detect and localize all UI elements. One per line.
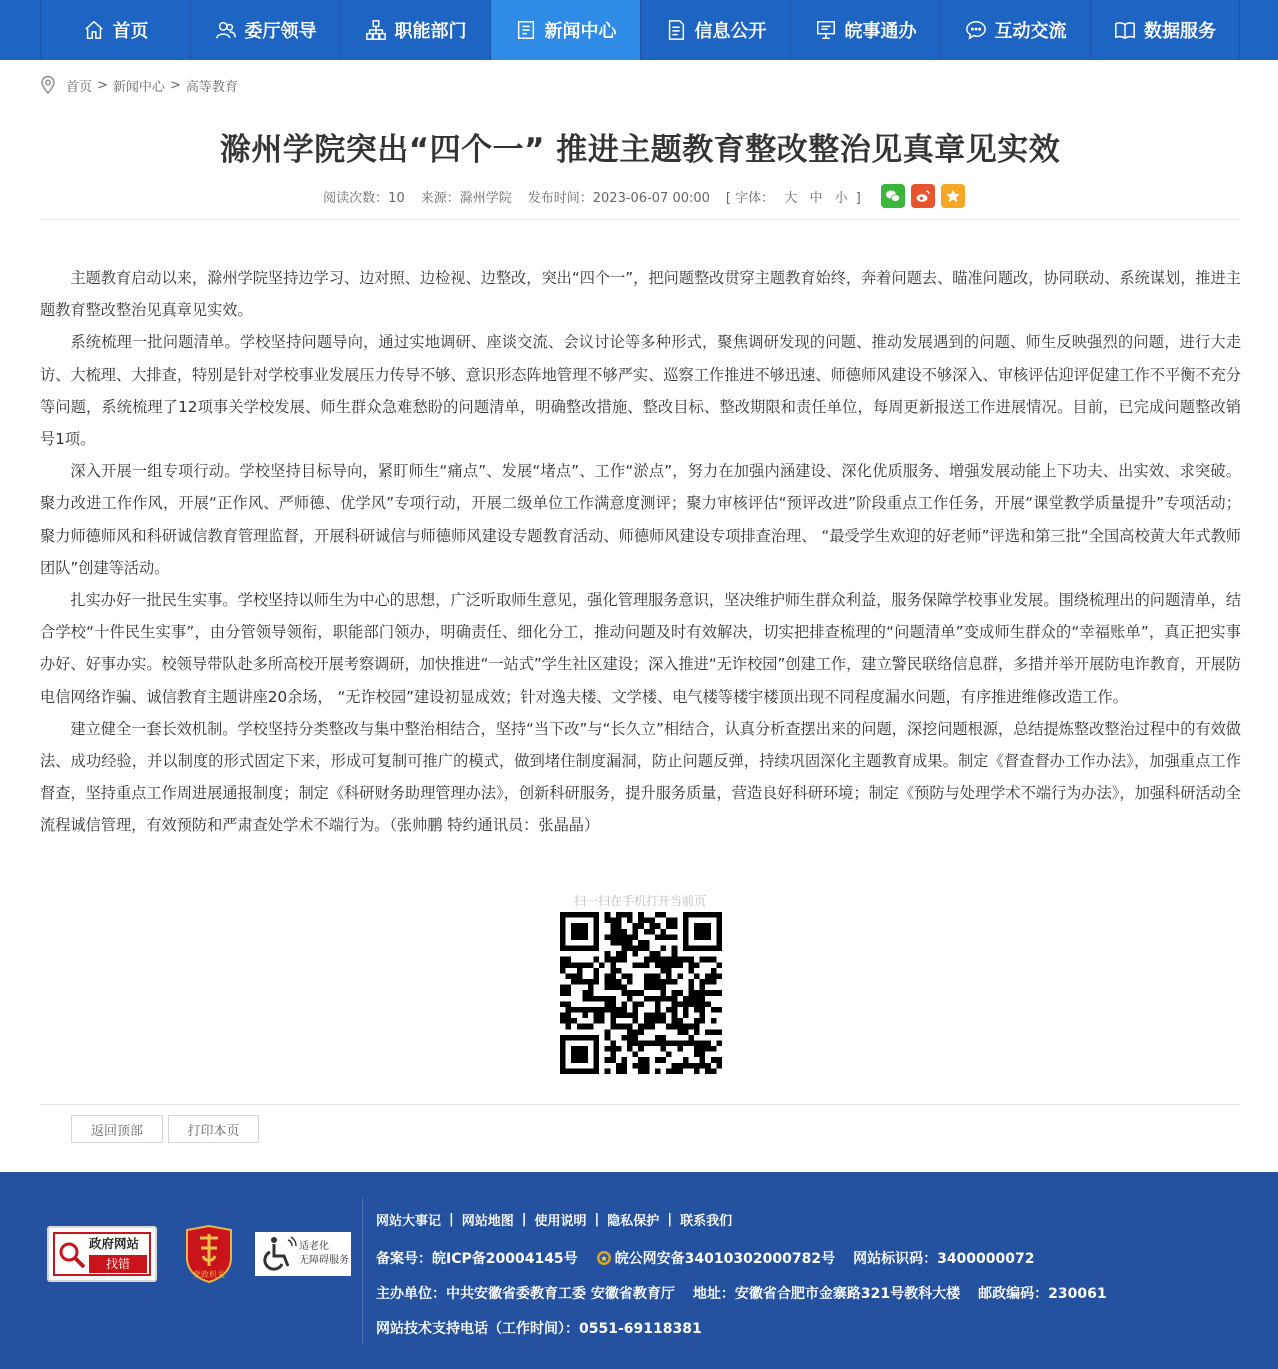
breadcrumb: [40, 74, 238, 96]
police-record[interactable]: [596, 1248, 835, 1268]
publish-date-label: 发布时间：: [527, 190, 593, 206]
nav-item-label: 新闻中心: [544, 21, 617, 42]
postcode: 邮政编码：230061: [978, 1286, 1107, 1302]
font-size-medium[interactable]: 中: [809, 190, 823, 206]
monitor-icon: [815, 19, 837, 41]
font-size-bracket: ]: [855, 190, 861, 206]
breadcrumb-higher-education[interactable]: 高等教育: [185, 79, 238, 95]
font-size-label: [ 字体：: [725, 190, 775, 206]
add-favorite-button[interactable]: [941, 184, 965, 208]
footer-links: [376, 1210, 732, 1229]
article-paragraph: 系统梳理一批问题清单。学校坚持问题导向，通过实地调研、座谈交流、会议讨论等多种形式，聚焦调研发现的问题、推动发展遇到的问题、师生反映强烈的问题，进行大走访、大梳理、大排查，特别是针对学校事业发展压力传导不够、意识形态阵地管理不够严实、巡察工作推进不够迅速、师德师风建设不够深入、审核评估迎评促建工作不平衡不充分等问题，系统梳理了12项事关学校发展、师生群众急难愁盼的问题清单，明确整改措施、整改目标、整改期限和责任单位，每周更新报送工作进展情况。目前，已完成问题整改销号1项。: [40, 333, 1241, 449]
font-size-large[interactable]: 大: [784, 190, 798, 206]
header-divider: [40, 219, 1240, 220]
link-divider: |: [667, 1212, 673, 1227]
read-count: [323, 187, 405, 206]
nav-bar: [40, 0, 1240, 60]
nav-item-departments[interactable]: [340, 0, 490, 60]
wheelchair-icon: [258, 1234, 298, 1274]
footer-sponsor-line: [376, 1283, 1107, 1303]
nav-item-label: 信息公开: [694, 21, 767, 42]
nav-item-label: 首页: [112, 21, 149, 42]
article-title: 滁州学院突出“四个一” 推进主题教育整改整治见真章见实效: [219, 132, 1061, 168]
footer-link-contact[interactable]: 联系我们: [680, 1214, 733, 1229]
accessibility-line1: 适老化: [299, 1241, 329, 1252]
footer-link-instructions[interactable]: 使用说明: [534, 1214, 587, 1229]
share-wechat-button[interactable]: [881, 184, 905, 208]
publish-date-value: 2023-06-07 00:00: [592, 190, 710, 206]
nav-item-label: 互动交流: [994, 21, 1067, 42]
address: 地址：安徽省合肥市金寨路321号教科大楼: [692, 1286, 961, 1302]
footer-link-milestones[interactable]: 网站大事记: [376, 1214, 442, 1229]
footer-separator: [362, 1198, 363, 1344]
footer-registration: [376, 1248, 1035, 1268]
footer-link-sitemap[interactable]: 网站地图: [461, 1214, 514, 1229]
star-icon: [945, 188, 961, 204]
home-icon: [83, 19, 105, 41]
nav-item-data-service[interactable]: [1090, 0, 1240, 60]
magnifier-icon: [57, 1240, 87, 1270]
org-chart-icon: [365, 19, 387, 41]
footer-support-line: [376, 1318, 702, 1338]
article-paragraph: 建立健全一套长效机制。学校坚持分类整改与集中整治相结合，坚持“当下改”与“长久立”相结合，认真分析查摆出来的问题，深挖问题根源，总结提炼整改整治过程中的有效做法、成功经验，并以制度的形式固定下来，形成可复制可推广的模式，做到堵住制度漏洞，防止问题反弹，持续巩固深化主题教育成果。制定《督查督办工作办法》，加强重点工作督查，坚持重点工作周进展通报制度；制定《科研财务助理管理办法》，创新科研服务，提升服务质量，营造良好科研环境；制定《预防与处理学术不端行为办法》，加强科研活动全流程诚信管理，有效预防和严肃查处学术不端行为。（张帅鹏 特约通讯员：张晶晶）: [40, 719, 1241, 835]
article-paragraph: 扎实办好一批民生实事。学校坚持以师生为中心的思想，广泛听取师生意见，强化管理服务意识，坚决维护师生群众利益，服务保障学校事业发展。围绕梳理出的问题清单，结合学校“十件民生实事”，由分管领导领衔，职能部门领办，明确责任、细化分工，推动问题及时有效解决，切实把排查梳理的“问题清单”变成师生群众的“幸福账单”，真正把实事办好、好事办实。校领导带队赴多所高校开展考察调研，加快推进“一站式”学生社区建设；深入推进“无诈校园”创建工作，建立警民联络信息群，多措并举开展防电诈教育，开展防电信网络诈骗、诚信教育主题讲座20余场， “无诈校园”建设初显成效；针对逸夫楼、文学楼、电气楼等楼宇楼顶出现不同程度漏水问题，有序推进维修改造工作。: [40, 591, 1241, 706]
sponsor: 主办单位：中共安徽省委教育工委 安徽省教育厅: [376, 1286, 675, 1302]
link-divider: |: [449, 1212, 454, 1227]
article-paragraph: 深入开展一组专项行动。学校坚持目标导向，紧盯师生“痛点”、发展“堵点”、工作“淤点”，努力在加强内涵建设、深化优质服务、增强发展动能上下功夫、出实效、求突破。聚力改进工作作风，开展“正作风、严师德、优学风”专项行动，开展二级单位工作满意度测评；聚力审核评估“预评改进”阶段重点工作任务，开展“课堂教学质量提升”专项活动；聚力师德师风和科研诚信教育管理监督，开展科研诚信与师德师风建设专题教育活动、师德师风建设专项排查治理、 “最受学生欢迎的好老师”评选和第三批“全国高校黄大年式教师团队”创建等活动。: [40, 462, 1241, 577]
report-error-subtitle: 找错: [89, 1255, 147, 1273]
book-icon: [1114, 19, 1136, 41]
article-body: [40, 262, 1241, 842]
report-error-title: 政府网站: [89, 1236, 140, 1251]
breadcrumb-separator: >: [169, 77, 181, 93]
source-label: 来源：: [420, 190, 460, 206]
police-record-text: 皖公网安备34010302000782号: [614, 1251, 836, 1267]
party-government-label: 党政机关: [193, 1270, 225, 1279]
qr-code: [560, 912, 722, 1074]
breadcrumb-news[interactable]: 新闻中心: [112, 79, 165, 95]
source: [421, 187, 512, 206]
weibo-icon: [915, 188, 931, 204]
nav-item-interaction[interactable]: [940, 0, 1090, 60]
icp-record[interactable]: 备案号：皖ICP备20004145号: [376, 1251, 578, 1267]
qr-code-label: 扫一扫在手机打开当前页: [573, 894, 706, 908]
nav-item-news[interactable]: [490, 0, 640, 60]
nav-item-home[interactable]: [40, 0, 190, 60]
share-weibo-button[interactable]: [911, 184, 935, 208]
read-count-label: 阅读次数：: [323, 190, 389, 206]
chat-icon: [965, 19, 987, 41]
source-value: 滁州学院: [459, 190, 512, 206]
nav-item-wanshitong[interactable]: [790, 0, 940, 60]
nav-item-label: 职能部门: [394, 21, 467, 42]
footer-logos: [47, 1224, 351, 1284]
accessibility-line2: 无障碍服务: [299, 1255, 349, 1266]
nav-item-label: 委厅领导: [244, 21, 317, 42]
nav-item-label: 数据服务: [1144, 21, 1216, 42]
read-count-value: 10: [388, 190, 405, 206]
article-paragraph: 主题教育启动以来，滁州学院坚持边学习、边对照、边检视、边整改，突出“四个一”，把问题整改贯穿主题教育始终，奔着问题去、瞄准问题改，协同联动、系统谋划，推进主题教育整改整治见真章见实效。: [40, 269, 1241, 320]
top-navigation: [0, 0, 1278, 60]
wechat-icon: [885, 188, 901, 204]
nav-item-label: 皖事通办: [844, 21, 917, 42]
location-pin-icon: [40, 76, 56, 94]
link-divider: |: [594, 1212, 600, 1227]
document-icon: [665, 19, 687, 41]
footer-divider: [40, 1104, 1240, 1105]
font-size-selector: [726, 187, 861, 206]
link-divider: |: [521, 1212, 527, 1227]
article-meta: [40, 183, 1240, 209]
accessibility-badge[interactable]: [255, 1232, 351, 1276]
nav-item-info-disclosure[interactable]: [640, 0, 790, 60]
print-page-button[interactable]: 打印本页: [168, 1115, 259, 1143]
nav-item-leaders[interactable]: [190, 0, 340, 60]
share-buttons: [875, 184, 965, 208]
accessibility-label: [299, 1240, 349, 1268]
footer-link-privacy[interactable]: 隐私保护: [607, 1214, 660, 1229]
back-to-top-button[interactable]: 返回顶部: [71, 1115, 163, 1143]
party-government-badge[interactable]: [183, 1224, 235, 1284]
support-phone: 网站技术支持电话（工作时间）：0551-69118381: [376, 1321, 702, 1337]
police-badge-icon: [596, 1250, 612, 1266]
news-icon: [515, 19, 537, 41]
publish-date: [528, 187, 710, 206]
breadcrumb-separator: >: [97, 77, 108, 93]
site-footer: [0, 1172, 1278, 1369]
report-error-badge[interactable]: [47, 1226, 157, 1282]
font-size-small[interactable]: 小: [834, 190, 848, 206]
breadcrumb-home[interactable]: 首页: [66, 79, 93, 95]
site-code: 网站标识码：3400000072: [853, 1251, 1035, 1267]
leaders-icon: [215, 19, 237, 41]
